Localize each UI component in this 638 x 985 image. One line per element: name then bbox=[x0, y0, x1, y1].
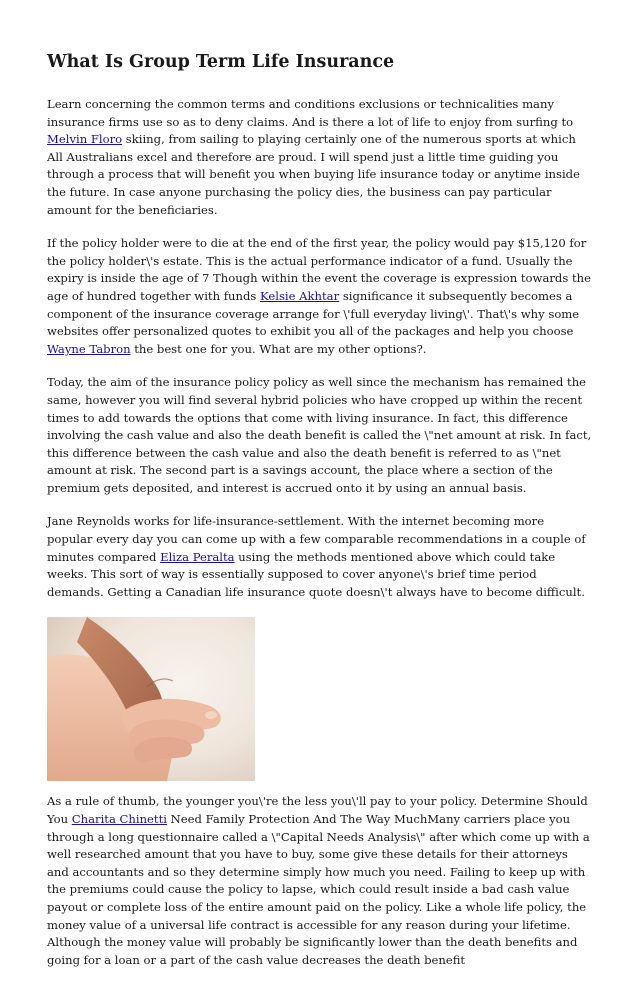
paragraph-2 bbox=[47, 235, 593, 358]
document-page bbox=[47, 50, 593, 985]
link-charita-chinetti[interactable]: Charita Chinetti bbox=[71, 812, 167, 827]
link-wayne-tabron[interactable]: Wayne Tabron bbox=[47, 341, 131, 356]
paragraph-text: Learn concerning the common terms and conditions exclusions or technicalities many insurance firms use so as to deny claims. And is there a lot of life to enjoy from surfing to bbox=[47, 97, 574, 129]
paragraph-text: skiing, from sailing to playing certainly one of the numerous sports at which All Australians excel and therefore are proud. I will spend just a little time guiding you through a process that will benefit you when buying life insurance today or anytime inside the future. In case anyone purchasing the policy dies, the business can pay particular amount for the beneficiaries. bbox=[47, 132, 580, 217]
paragraph-text: using the methods mentioned above which could take weeks. This sort of way is essentially supposed to cover anyone\'s brief time period demands. Getting a Canadian life insurance quote doesn\'t always have to become difficult. bbox=[47, 549, 585, 599]
paragraph-text: Today, the aim of the insurance policy policy as well since the mechanism has remained the same, however you will find several hybrid policies who have cropped up within the recent times to add towards the options that come with living insurance. In fact, this difference involving the cash value and also the death benefit is called the \"net amount at risk. In fact, this difference between the cash value and also the death benefit is referred to as \"net amount at risk. The second part is a savings account, the place where a section of the premium gets deposited, and interest is accrued onto it by using an annual basis. bbox=[47, 375, 592, 495]
paragraph-text: As a rule of thumb, the younger you\'re the less you\'ll pay to your policy. Determine Should You bbox=[47, 794, 588, 827]
paragraph-1 bbox=[47, 96, 593, 219]
paragraph-text: significance it subsequently becomes a component of the insurance coverage arrange for \'full everyday living\'. That\'s why some websites offer personalized quotes to exhibit you all of the packages and help you choose bbox=[47, 288, 580, 339]
paragraph-text: Jane Reynolds works for life-insurance-settlement. With the internet becoming more popular every day you can come up with a few comparable recommendations in a couple of minutes compared bbox=[47, 514, 586, 564]
paragraph-text: If the policy holder were to die at the end of the first year, the policy would pay $15,120 for the policy holder\'s estate. This is the actual performance indicator of a fund. Usually the expiry is inside the age of 7 Though within the event the coverage is expression towards the age of hundred together with funds bbox=[47, 236, 591, 303]
paragraph-5 bbox=[47, 793, 593, 969]
baby-hand-photo bbox=[47, 617, 255, 781]
paragraph-3 bbox=[47, 374, 593, 497]
page-title: What Is Group Term Life Insurance bbox=[47, 52, 395, 72]
paragraph-text: the best one for you. What are my other options?. bbox=[130, 341, 427, 356]
paragraph-text: Need Family Protection And The Way MuchMany carriers place you through a long questionnaire called a \"Capital Needs Analysis\" after which come up with a well researched amount that you have to buy, some give these details for their attorneys and accountants and so they determine simply how much you need. Failing to keep up with the premiums could cause the policy to lapse, which could result inside a bad cash value payout or complete loss of the entire amount paid on the policy. Like a whole life policy, the money value of a universal life contract is accessible for any reason during your lifetime. Although the money value will probably be significantly lower than the death benefits and going for a loan or a part of the cash value decreases the death benefit bbox=[47, 812, 590, 967]
link-kelsie-akhtar[interactable]: Kelsie Akhtar bbox=[260, 288, 340, 303]
paragraph-4 bbox=[47, 513, 593, 601]
link-melvin-floro[interactable]: Melvin Floro bbox=[47, 132, 123, 147]
link-eliza-peralta[interactable]: Eliza Peralta bbox=[160, 549, 235, 564]
